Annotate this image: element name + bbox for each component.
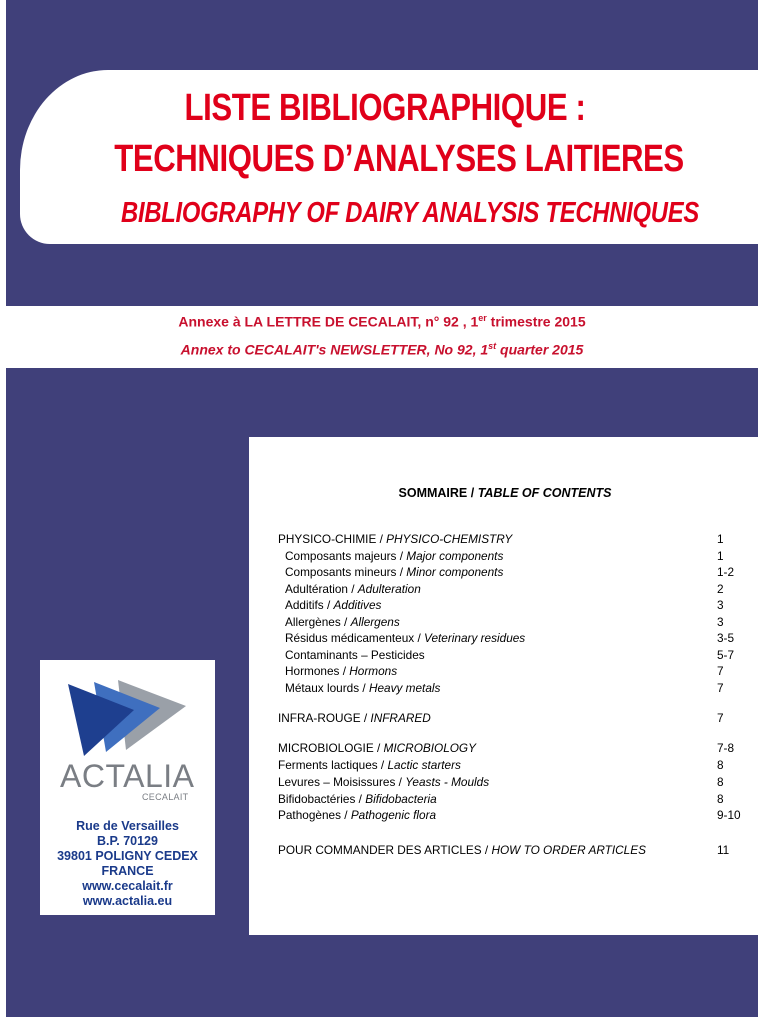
toc-entry-hormones: Hormones / Hormons 7 bbox=[285, 664, 724, 678]
address-country: FRANCE bbox=[101, 864, 154, 878]
title-line-2: TECHNIQUES D’ANALYSES LAITIERES bbox=[114, 138, 684, 180]
toc-entry-composants-majeurs: Composants majeurs / Major components 1 bbox=[285, 549, 724, 563]
address-street: Rue de Versailles bbox=[76, 819, 179, 833]
toc-entry-infra-rouge: INFRA-ROUGE / INFRARED 7 bbox=[278, 711, 724, 725]
toc-entry-contaminants: Contaminants – Pesticides 5-7 bbox=[285, 648, 735, 662]
logo-wordmark: ACTALIA bbox=[60, 758, 195, 794]
toc-entry-metaux-lourds: Métaux lourds / Heavy metals 7 bbox=[285, 681, 724, 695]
toc-entry-ferments: Ferments lactiques / Lactic starters 8 bbox=[278, 758, 724, 772]
annex-english: Annex to CECALAIT's NEWSLETTER, No 92, 1st quarter 2015 bbox=[180, 341, 584, 358]
toc-entry-composants-mineurs: Composants mineurs / Minor components 1-2 bbox=[285, 565, 735, 579]
toc-entry-bifidobacteries: Bifidobactéries / Bifidobacteria 8 bbox=[278, 792, 724, 806]
actalia-logo-mark-icon bbox=[40, 668, 215, 758]
toc-entry-levures: Levures – Moisissures / Yeasts - Moulds 8 bbox=[278, 775, 724, 789]
toc-entry-microbiologie: MICROBIOLOGIE / MICROBIOLOGY 7-8 bbox=[278, 741, 735, 755]
title-line-3-english: BIBLIOGRAPHY OF DAIRY ANALYSIS TECHNIQUES bbox=[121, 197, 699, 229]
toc-heading: SOMMAIRE / TABLE OF CONTENTS bbox=[398, 486, 612, 500]
toc-entry-commander: POUR COMMANDER DES ARTICLES / HOW TO ORDER ARTICLES 11 bbox=[278, 843, 730, 857]
toc-entry-residus: Résidus médicamenteux / Veterinary residues 3-5 bbox=[285, 631, 735, 645]
toc-entry-allergenes: Allergènes / Allergens 3 bbox=[285, 615, 724, 629]
logo-subtitle: CECALAIT bbox=[142, 792, 189, 802]
toc-entry-physico-chimie: PHYSICO-CHIMIE / PHYSICO-CHEMISTRY 1 bbox=[278, 532, 724, 546]
title-line-1: LISTE BIBLIOGRAPHIQUE : bbox=[184, 87, 586, 129]
toc-entry-adulteration: Adultération / Adulteration 2 bbox=[285, 582, 724, 596]
annex-french: Annexe à LA LETTRE DE CECALAIT, n° 92 , 1er trimestre 2015 bbox=[178, 313, 586, 330]
toc-entry-pathogenes: Pathogènes / Pathogenic flora 9-10 bbox=[278, 808, 741, 822]
address-po-box: B.P. 70129 bbox=[97, 834, 158, 848]
address-block bbox=[40, 815, 215, 915]
address-city: 39801 POLIGNY CEDEX bbox=[57, 849, 198, 863]
toc-entry-additifs: Additifs / Additives 3 bbox=[285, 598, 724, 612]
website-cecalait: www.cecalait.fr bbox=[82, 879, 173, 893]
website-actalia: www.actalia.eu bbox=[82, 894, 173, 908]
